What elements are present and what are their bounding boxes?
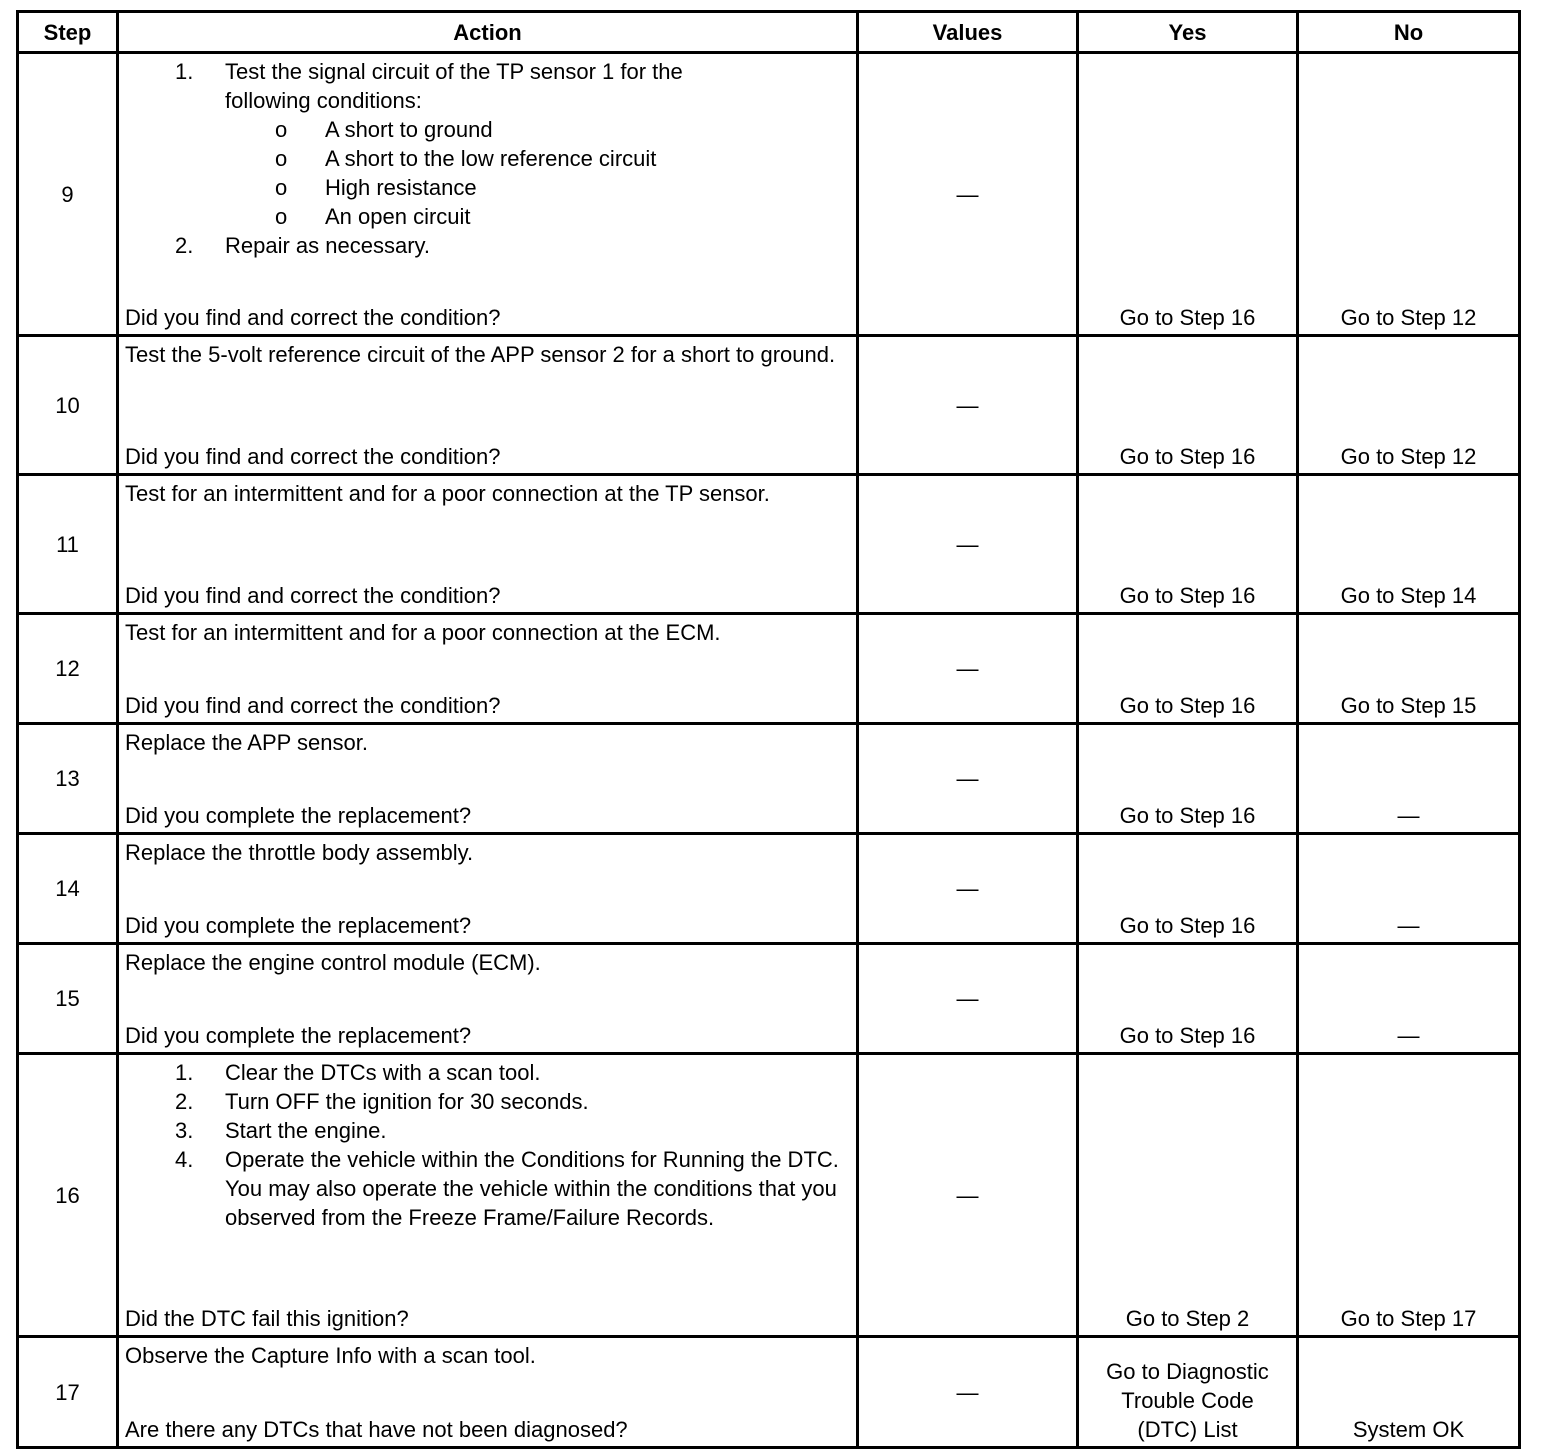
step-number: 12	[18, 614, 118, 724]
no-cell: Go to Step 14	[1298, 475, 1520, 614]
list-item: 1. Clear the DTCs with a scan tool.	[175, 1060, 541, 1085]
header-yes: Yes	[1078, 12, 1298, 53]
action-cell	[118, 944, 858, 1054]
yes-cell: Go to Step 2	[1078, 1054, 1298, 1337]
table-row	[18, 1054, 1520, 1337]
table-row	[18, 834, 1520, 944]
action-text: Replace the APP sensor.	[125, 730, 368, 755]
condition-list	[225, 115, 770, 231]
no-cell: System OK	[1298, 1337, 1520, 1448]
values-cell: —	[858, 724, 1078, 834]
list-item: 1. Test the signal circuit of the TP sensor 1 for the following conditions: o A short to ground o A short to the low reference circuit o High resistance o An open circuit	[125, 57, 850, 231]
action-cell	[118, 53, 858, 336]
step-number: 14	[18, 834, 118, 944]
table-row	[18, 475, 1520, 614]
no-cell: Go to Step 17	[1298, 1054, 1520, 1337]
list-item: 4. Operate the vehicle within the Conditions for Running the DTC. You may also operate the vehicle within the conditions that you observed from the Freeze Frame/Failure Records.	[175, 1147, 839, 1230]
action-text: Test for an intermittent and for a poor connection at the ECM.	[125, 620, 721, 645]
step-number: 15	[18, 944, 118, 1054]
table-row	[18, 944, 1520, 1054]
values-cell: —	[858, 1054, 1078, 1337]
no-cell: —	[1298, 834, 1520, 944]
action-cell	[118, 834, 858, 944]
list-item: 2. Turn OFF the ignition for 30 seconds.	[175, 1089, 589, 1114]
action-question: Did you complete the replacement?	[125, 803, 472, 828]
values-cell: —	[858, 834, 1078, 944]
list-item: 3. Start the engine.	[175, 1118, 387, 1143]
action-cell	[118, 1054, 858, 1337]
no-cell: Go to Step 15	[1298, 614, 1520, 724]
list-item: o High resistance	[275, 175, 477, 200]
action-question: Did you find and correct the condition?	[125, 305, 501, 330]
action-question: Did you find and correct the condition?	[125, 583, 501, 608]
values-cell: —	[858, 336, 1078, 475]
step-number: 17	[18, 1337, 118, 1448]
no-cell: —	[1298, 944, 1520, 1054]
list-item: o A short to ground	[275, 117, 493, 142]
action-question: Did you find and correct the condition?	[125, 444, 501, 469]
action-text: Test for an intermittent and for a poor connection at the TP sensor.	[125, 481, 770, 506]
action-text: Replace the throttle body assembly.	[125, 840, 474, 865]
list-item: 2. Repair as necessary.	[175, 233, 431, 258]
action-cell	[118, 475, 858, 614]
step-number: 13	[18, 724, 118, 834]
table-row	[18, 724, 1520, 834]
header-action: Action	[118, 12, 858, 53]
yes-cell: Go to Step 16	[1078, 336, 1298, 475]
header-step: Step	[18, 12, 118, 53]
dtc-list-link: Go to Diagnostic Trouble Code (DTC) List	[1106, 1359, 1269, 1442]
list-item: o An open circuit	[275, 204, 471, 229]
action-question: Did you find and correct the condition?	[125, 693, 501, 718]
no-cell: —	[1298, 724, 1520, 834]
action-steps	[125, 57, 850, 260]
no-cell: Go to Step 12	[1298, 53, 1520, 336]
values-cell: —	[858, 614, 1078, 724]
action-cell	[118, 336, 858, 475]
action-text: Test the 5-volt reference circuit of the APP sensor 2 for a short to ground.	[125, 342, 836, 367]
header-row	[18, 12, 1520, 53]
action-steps	[125, 1058, 850, 1232]
list-item: o A short to the low reference circuit	[275, 146, 657, 171]
yes-cell: Go to Step 16	[1078, 53, 1298, 336]
action-text: Observe the Capture Info with a scan tool.	[125, 1343, 536, 1368]
yes-cell	[1078, 1337, 1298, 1448]
action-question: Did the DTC fail this ignition?	[125, 1306, 409, 1331]
values-cell: —	[858, 53, 1078, 336]
values-cell: —	[858, 475, 1078, 614]
header-values: Values	[858, 12, 1078, 53]
table-row	[18, 336, 1520, 475]
table-row	[18, 614, 1520, 724]
action-cell	[118, 1337, 858, 1448]
step-number: 16	[18, 1054, 118, 1337]
action-question: Did you complete the replacement?	[125, 1023, 472, 1048]
action-question: Are there any DTCs that have not been diagnosed?	[125, 1417, 628, 1442]
yes-cell: Go to Step 16	[1078, 475, 1298, 614]
action-text: Replace the engine control module (ECM).	[125, 950, 541, 975]
values-cell: —	[858, 1337, 1078, 1448]
table-row	[18, 53, 1520, 336]
yes-cell: Go to Step 16	[1078, 614, 1298, 724]
step-number: 10	[18, 336, 118, 475]
table-row	[18, 1337, 1520, 1448]
step-number: 11	[18, 475, 118, 614]
values-cell: —	[858, 944, 1078, 1054]
action-question: Did you complete the replacement?	[125, 913, 472, 938]
action-cell	[118, 614, 858, 724]
yes-cell: Go to Step 16	[1078, 944, 1298, 1054]
no-cell: Go to Step 12	[1298, 336, 1520, 475]
step-number: 9	[18, 53, 118, 336]
yes-cell: Go to Step 16	[1078, 724, 1298, 834]
header-no: No	[1298, 12, 1520, 53]
action-cell	[118, 724, 858, 834]
yes-cell: Go to Step 16	[1078, 834, 1298, 944]
diagnostic-table	[16, 10, 1521, 1449]
